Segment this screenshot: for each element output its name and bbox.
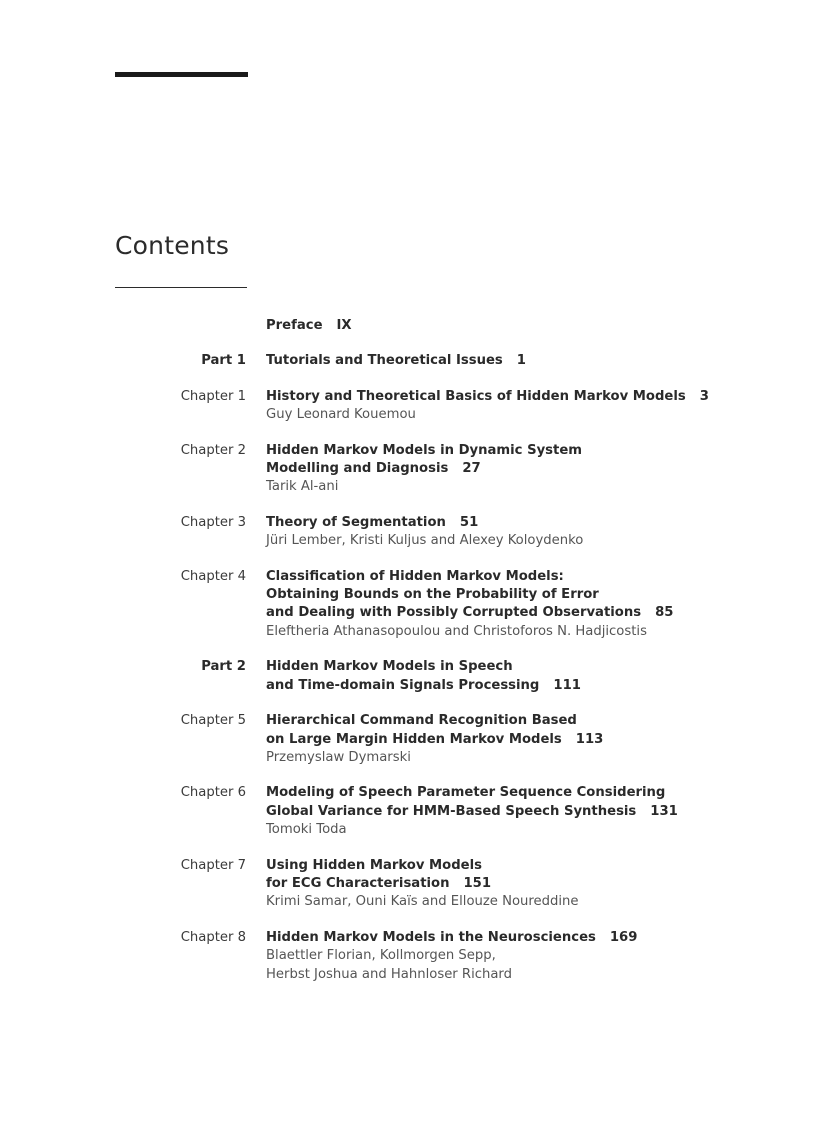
chapter-authors: Tarik Al-ani bbox=[266, 479, 339, 495]
toc-entry-chapter-8[interactable] bbox=[0, 929, 816, 984]
page-title: Contents bbox=[115, 231, 230, 260]
toc-entry-chapter-5[interactable] bbox=[0, 712, 816, 767]
chapter-page: 3 bbox=[699, 388, 709, 404]
part-page: 111 bbox=[553, 677, 581, 693]
chapter-title: and Dealing with Possibly Corrupted Observations bbox=[266, 605, 642, 621]
part-title: Hidden Markov Models in Speech bbox=[266, 659, 513, 675]
chapter-label: Chapter 4 bbox=[180, 568, 246, 584]
chapter-label: Chapter 1 bbox=[180, 388, 246, 404]
chapter-authors: Eleftheria Athanasopoulou and Christoforos N. Hadjicostis bbox=[266, 623, 647, 639]
title-underline bbox=[115, 287, 247, 288]
chapter-authors: Tomoki Toda bbox=[266, 822, 347, 838]
chapter-label: Chapter 7 bbox=[180, 857, 246, 873]
chapter-label: Chapter 8 bbox=[180, 929, 246, 945]
toc-entry-chapter-4[interactable] bbox=[0, 568, 816, 642]
toc-entry-part-2[interactable] bbox=[0, 658, 816, 695]
chapter-title: Modelling and Diagnosis bbox=[266, 461, 449, 477]
chapter-authors: Krimi Samar, Ouni Kaïs and Ellouze Noureddine bbox=[266, 894, 579, 910]
table-of-contents bbox=[0, 317, 816, 1001]
chapter-title: Theory of Segmentation bbox=[266, 514, 446, 530]
chapter-page: 113 bbox=[575, 731, 604, 747]
chapter-title: on Large Margin Hidden Markov Models bbox=[266, 731, 562, 747]
chapter-label: Chapter 5 bbox=[180, 713, 246, 729]
toc-entry-chapter-6[interactable] bbox=[0, 784, 816, 839]
chapter-title: Modeling of Speech Parameter Sequence Considering bbox=[266, 785, 666, 801]
chapter-label: Chapter 3 bbox=[180, 514, 246, 530]
chapter-title: Hierarchical Command Recognition Based bbox=[266, 713, 577, 729]
chapter-page: 169 bbox=[609, 929, 638, 945]
decorative-top-rule bbox=[115, 72, 248, 77]
part-label: Part 2 bbox=[201, 659, 246, 675]
chapter-label: Chapter 6 bbox=[180, 785, 246, 801]
chapter-title: Hidden Markov Models in Dynamic System bbox=[266, 442, 583, 458]
chapter-page: 85 bbox=[655, 605, 674, 621]
toc-entry-part-1[interactable] bbox=[0, 352, 816, 370]
chapter-title: Hidden Markov Models in the Neurosciences bbox=[266, 929, 596, 945]
chapter-authors: Przemyslaw Dymarski bbox=[266, 749, 411, 765]
preface-page: IX bbox=[336, 318, 352, 333]
chapter-title: Global Variance for HMM-Based Speech Synthesis bbox=[266, 803, 637, 819]
chapter-title: Obtaining Bounds on the Probability of Error bbox=[266, 587, 599, 603]
chapter-authors: Blaettler Florian, Kollmorgen Sepp, bbox=[266, 948, 496, 964]
chapter-title: History and Theoretical Basics of Hidden Markov Models bbox=[266, 388, 686, 404]
preface-title: Preface bbox=[266, 318, 323, 333]
toc-entry-preface[interactable] bbox=[0, 317, 816, 335]
part-title: Tutorials and Theoretical Issues bbox=[266, 353, 503, 369]
part-page: 1 bbox=[516, 353, 526, 369]
chapter-authors: Guy Leonard Kouemou bbox=[266, 407, 416, 423]
toc-entry-chapter-3[interactable] bbox=[0, 514, 816, 551]
chapter-page: 151 bbox=[463, 875, 492, 891]
chapter-title: Classification of Hidden Markov Models: bbox=[266, 568, 564, 584]
chapter-title: Using Hidden Markov Models bbox=[266, 857, 482, 873]
chapter-page: 51 bbox=[459, 514, 479, 530]
chapter-title: for ECG Characterisation bbox=[266, 875, 450, 891]
chapter-authors: Herbst Joshua and Hahnloser Richard bbox=[266, 966, 512, 982]
chapter-page: 27 bbox=[462, 461, 481, 477]
part-title: and Time-domain Signals Processing bbox=[266, 677, 540, 693]
toc-entry-chapter-7[interactable] bbox=[0, 857, 816, 912]
toc-entry-chapter-2[interactable] bbox=[0, 442, 816, 497]
chapter-page: 131 bbox=[650, 803, 678, 819]
chapter-authors: Jüri Lember, Kristi Kuljus and Alexey Koloydenko bbox=[266, 533, 584, 549]
toc-entry-chapter-1[interactable] bbox=[0, 388, 816, 425]
chapter-label: Chapter 2 bbox=[180, 442, 246, 458]
part-label: Part 1 bbox=[201, 353, 246, 369]
